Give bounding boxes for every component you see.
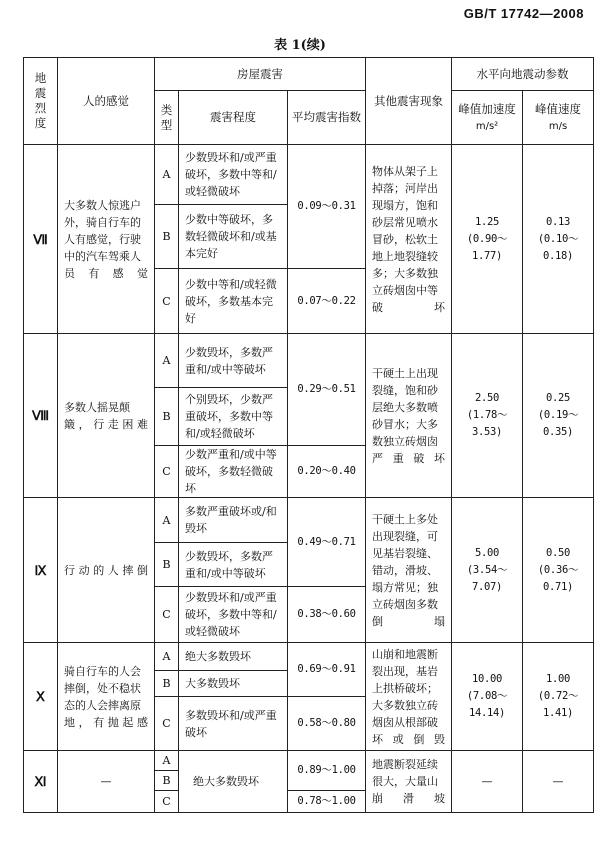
index-cell: 0.07～0.22 bbox=[288, 269, 366, 334]
intensity-cell: Ⅹ bbox=[24, 643, 58, 751]
type-cell: A bbox=[155, 751, 179, 771]
index-cell: 0.78～1.00 bbox=[288, 791, 366, 813]
vel-cell: 0.25 (0.19～0.35) bbox=[523, 334, 594, 498]
intensity-cell: Ⅸ bbox=[24, 498, 58, 643]
type-cell: B bbox=[155, 671, 179, 697]
other-cell: 干硬土上多处出现裂缝，可见基岩裂缝、错动，滑坡、塌方常见；独立砖烟囱多数倒塌 bbox=[366, 498, 452, 643]
index-cell: 0.29～0.51 bbox=[288, 334, 366, 446]
index-cell: 0.38～0.60 bbox=[288, 587, 366, 643]
other-cell: 地震断裂延续很大，大量山崩滑坡 bbox=[366, 751, 452, 813]
acc-cell: 2.50 (1.78～3.53) bbox=[452, 334, 523, 498]
table-caption: 表 1(续) bbox=[274, 38, 326, 53]
index-cell: 0.69～0.91 bbox=[288, 643, 366, 697]
degree-cell: 个别毁坏，少数严重破坏，多数中等和/或轻微破坏 bbox=[179, 388, 288, 446]
index-cell: 0.09～0.31 bbox=[288, 145, 366, 269]
type-cell: A bbox=[155, 643, 179, 671]
header-feel: 人的感觉 bbox=[58, 58, 155, 145]
acc-cell: 1.25 (0.90～1.77) bbox=[452, 145, 523, 334]
header-degree: 震害程度 bbox=[179, 91, 288, 145]
acc-cell: 5.00 (3.54～7.07) bbox=[452, 498, 523, 643]
intensity-table bbox=[23, 57, 594, 813]
degree-cell: 少数毁坏和/或严重破坏，多数中等和/或轻微破坏 bbox=[179, 145, 288, 205]
header-intensity: 地震烈度 bbox=[24, 58, 58, 145]
degree-cell: 少数毁坏，多数严重和/或中等破坏 bbox=[179, 543, 288, 587]
index-cell: 0.58～0.80 bbox=[288, 697, 366, 751]
type-cell: C bbox=[155, 446, 179, 498]
type-cell: C bbox=[155, 791, 179, 813]
intensity-cell: Ⅷ bbox=[24, 334, 58, 498]
acc-cell: — bbox=[452, 751, 523, 813]
header-vel: 峰值速度 m/s bbox=[523, 91, 594, 145]
intensity-cell: Ⅺ bbox=[24, 751, 58, 813]
feel-cell: 大多数人惊逃户外，骑自行车的人有感觉，行驶中的汽车驾乘人员有感觉 bbox=[58, 145, 155, 334]
other-cell: 物体从架子上掉落；河岸出现塌方，饱和砂层常见喷水冒砂，松软土地上地裂缝较多；大多数独立砖烟囱中等破坏 bbox=[366, 145, 452, 334]
type-cell: A bbox=[155, 334, 179, 388]
feel-cell: 多数人摇晃颠簸，行走困难 bbox=[58, 334, 155, 498]
degree-cell: 绝大多数毁坏 bbox=[179, 643, 288, 671]
type-cell: C bbox=[155, 269, 179, 334]
index-cell: 0.20～0.40 bbox=[288, 446, 366, 498]
feel-cell: 骑自行车的人会摔倒，处不稳状态的人会摔离原地，有抛起感 bbox=[58, 643, 155, 751]
degree-cell: 少数毁坏，多数严重和/或中等破坏 bbox=[179, 334, 288, 388]
header-index: 平均震害指数 bbox=[288, 91, 366, 145]
acc-cell: 10.00 (7.08～14.14) bbox=[452, 643, 523, 751]
degree-cell: 多数毁坏和/或严重破坏 bbox=[179, 697, 288, 751]
vel-cell: 1.00 (0.72～1.41) bbox=[523, 643, 594, 751]
vel-cell: — bbox=[523, 751, 594, 813]
other-cell: 干硬土上出现裂缝，饱和砂层绝大多数喷砂冒水；大多数独立砖烟囱严重破坏 bbox=[366, 334, 452, 498]
degree-cell: 少数中等和/或轻微破坏，多数基本完好 bbox=[179, 269, 288, 334]
degree-cell: 绝大多数毁坏 bbox=[179, 751, 288, 813]
type-cell: B bbox=[155, 388, 179, 446]
type-cell: B bbox=[155, 771, 179, 791]
intensity-cell: Ⅶ bbox=[24, 145, 58, 334]
degree-cell: 少数严重和/或中等破坏，多数轻微破坏 bbox=[179, 446, 288, 498]
degree-cell: 少数毁坏和/或严重破坏，多数中等和/或轻微破坏 bbox=[179, 587, 288, 643]
header-damage: 房屋震害 bbox=[155, 58, 366, 91]
header-motion: 水平向地震动参数 bbox=[452, 58, 594, 91]
header-acc: 峰值加速度 m/s² bbox=[452, 91, 523, 145]
feel-cell: — bbox=[58, 751, 155, 813]
standard-id: GB/T 17742—2008 bbox=[463, 6, 584, 21]
type-cell: C bbox=[155, 697, 179, 751]
type-cell: A bbox=[155, 498, 179, 543]
vel-cell: 0.50 (0.36～0.71) bbox=[523, 498, 594, 643]
vel-cell: 0.13 (0.10～0.18) bbox=[523, 145, 594, 334]
index-cell: 0.89～1.00 bbox=[288, 751, 366, 791]
feel-cell: 行动的人摔倒 bbox=[58, 498, 155, 643]
degree-cell: 大多数毁坏 bbox=[179, 671, 288, 697]
index-cell: 0.49～0.71 bbox=[288, 498, 366, 587]
type-cell: C bbox=[155, 587, 179, 643]
degree-cell: 多数严重破坏或/和毁坏 bbox=[179, 498, 288, 543]
type-cell: B bbox=[155, 543, 179, 587]
type-cell: B bbox=[155, 205, 179, 269]
header-other: 其他震害现象 bbox=[366, 58, 452, 145]
header-type: 类型 bbox=[155, 91, 179, 145]
degree-cell: 少数中等破坏，多数轻微破坏和/或基本完好 bbox=[179, 205, 288, 269]
type-cell: A bbox=[155, 145, 179, 205]
other-cell: 山崩和地震断裂出现，基岩上拱桥破坏；大多数独立砖烟囱从根部破坏或倒毁 bbox=[366, 643, 452, 751]
